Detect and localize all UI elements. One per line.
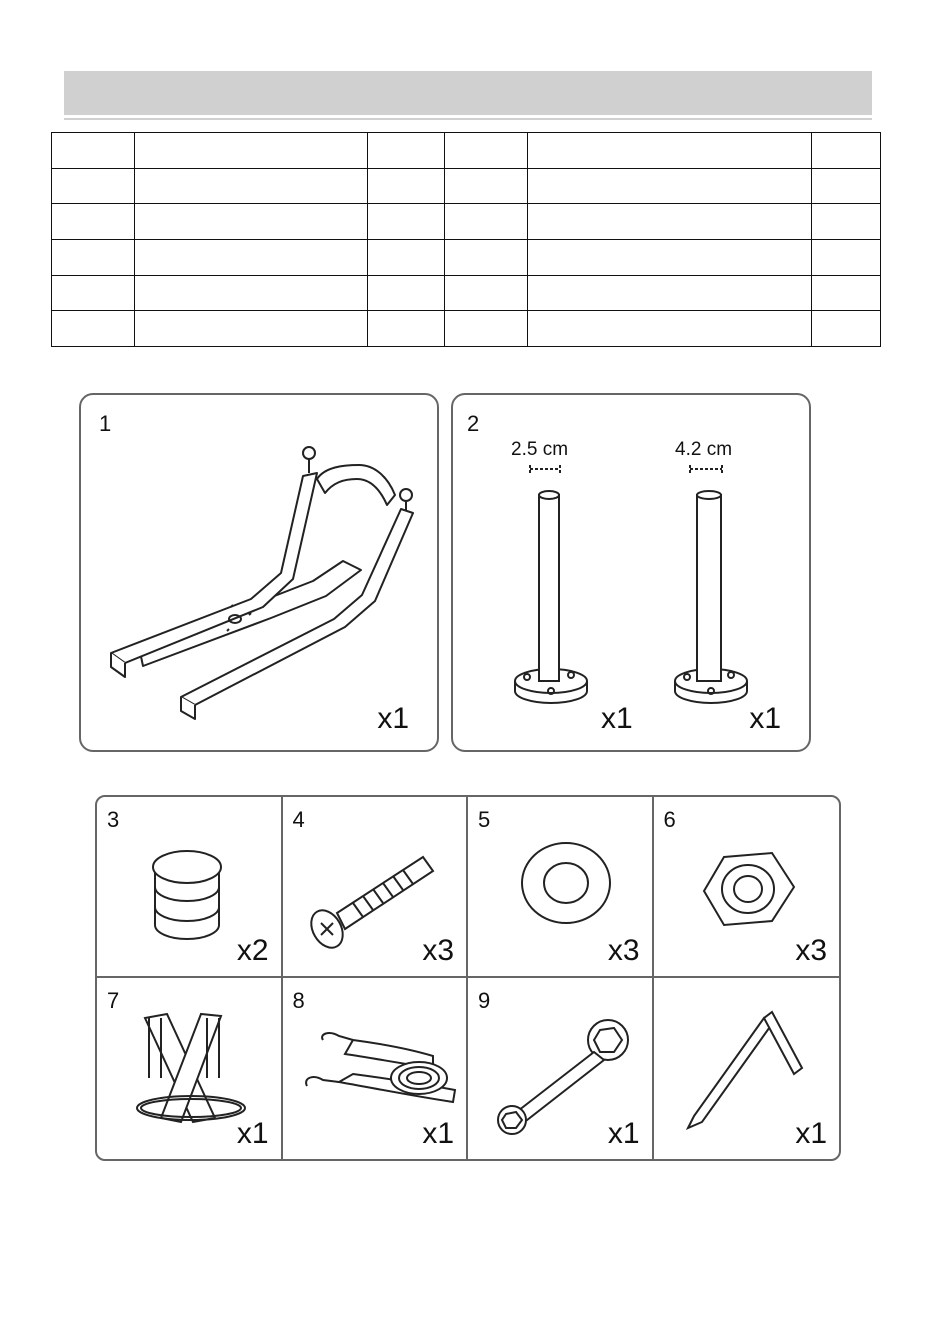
table-row xyxy=(52,168,881,204)
part-number: 2 xyxy=(467,411,480,436)
parts-list-table xyxy=(51,132,881,347)
part-cell xyxy=(97,978,283,1159)
part-cell xyxy=(97,797,283,978)
table-row xyxy=(52,275,881,311)
part-cell xyxy=(283,978,469,1159)
part-number: 8 xyxy=(292,988,305,1013)
quantity-label: x1 xyxy=(236,1117,269,1150)
table-row xyxy=(52,133,881,169)
part-number: 4 xyxy=(292,807,305,832)
table-row xyxy=(52,204,881,240)
panel-posts xyxy=(451,393,811,752)
table-row xyxy=(52,239,881,275)
part-number: 7 xyxy=(107,988,120,1013)
part-number: 6 xyxy=(663,807,676,832)
sled-frame-icon xyxy=(81,395,437,750)
post-icon xyxy=(453,395,809,750)
quantity-label: x1 xyxy=(422,1117,454,1150)
header-bar xyxy=(64,71,872,115)
part-number: 1 xyxy=(99,411,112,436)
part-cell xyxy=(468,797,654,978)
header-rule xyxy=(64,118,872,120)
small-parts-grid xyxy=(95,795,841,1161)
part-cell xyxy=(468,978,654,1159)
part-cell xyxy=(283,797,469,978)
quantity-label: x3 xyxy=(795,934,827,967)
part-number: 5 xyxy=(478,807,491,832)
quantity-label: x1 xyxy=(601,702,633,735)
table-row xyxy=(52,311,881,347)
quantity-label: x1 xyxy=(377,702,409,735)
part-cell xyxy=(654,978,840,1159)
dimension-label: 4.2 cm xyxy=(675,439,733,460)
quantity-label: x2 xyxy=(236,934,269,967)
quantity-label: x1 xyxy=(749,702,781,735)
dimension-label: 2.5 cm xyxy=(511,439,569,460)
quantity-label: x3 xyxy=(607,934,640,967)
panel-sled-frame xyxy=(79,393,439,752)
part-cell xyxy=(654,797,840,978)
quantity-label: x1 xyxy=(795,1117,827,1150)
quantity-label: x1 xyxy=(607,1117,640,1150)
part-number: 3 xyxy=(107,807,120,832)
part-number: 9 xyxy=(478,988,491,1013)
quantity-label: x3 xyxy=(422,934,454,967)
